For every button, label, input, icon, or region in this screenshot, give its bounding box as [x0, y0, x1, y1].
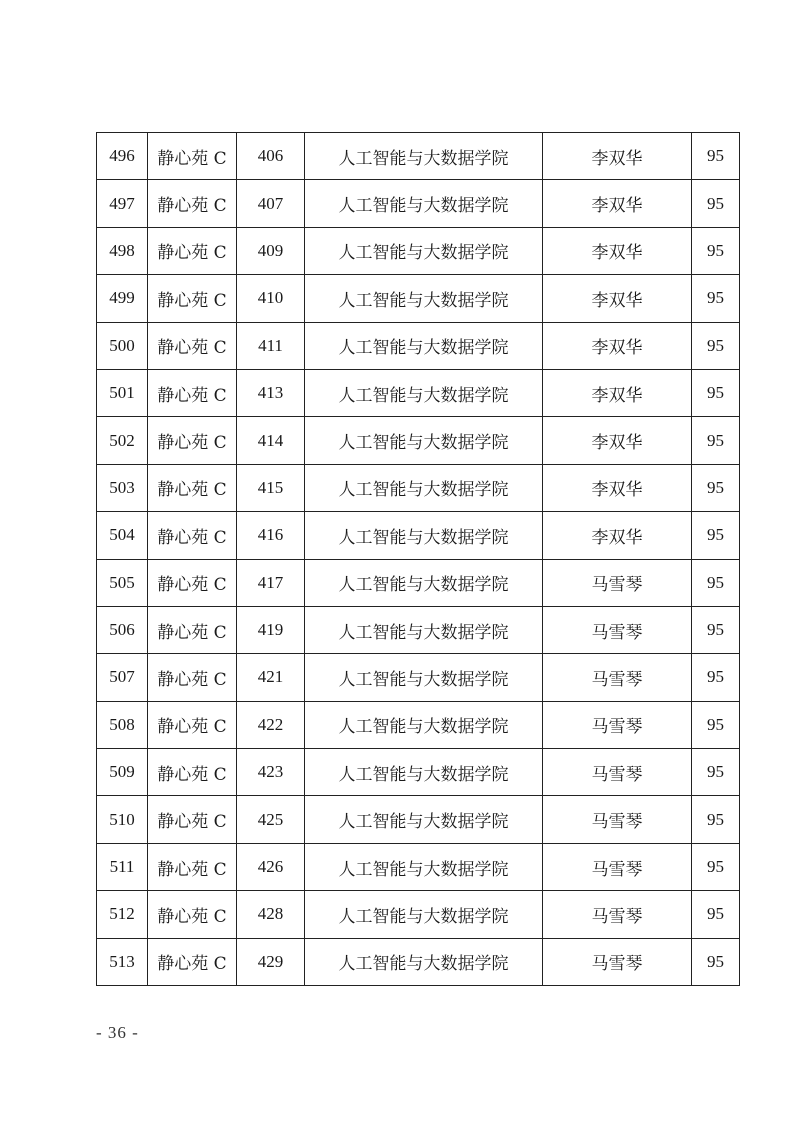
cell-room: 429 — [237, 938, 305, 985]
cell-college: 人工智能与大数据学院 — [305, 180, 543, 227]
cell-college: 人工智能与大数据学院 — [305, 938, 543, 985]
table-row — [97, 843, 740, 890]
cell-building: 静心苑 C — [148, 796, 237, 843]
table-row — [97, 369, 740, 416]
cell-building: 静心苑 C — [148, 180, 237, 227]
cell-row-number: 498 — [97, 227, 148, 274]
cell-college: 人工智能与大数据学院 — [305, 654, 543, 701]
cell-row-number: 505 — [97, 559, 148, 606]
cell-score: 95 — [692, 322, 740, 369]
cell-building: 静心苑 C — [148, 512, 237, 559]
cell-name: 李双华 — [543, 417, 692, 464]
cell-college: 人工智能与大数据学院 — [305, 369, 543, 416]
cell-name: 马雪琴 — [543, 749, 692, 796]
cell-college: 人工智能与大数据学院 — [305, 227, 543, 274]
cell-building: 静心苑 C — [148, 322, 237, 369]
cell-room: 426 — [237, 843, 305, 890]
cell-name: 马雪琴 — [543, 843, 692, 890]
cell-name: 马雪琴 — [543, 701, 692, 748]
cell-name: 李双华 — [543, 133, 692, 180]
table-row — [97, 796, 740, 843]
cell-score: 95 — [692, 369, 740, 416]
cell-building: 静心苑 C — [148, 749, 237, 796]
cell-row-number: 512 — [97, 891, 148, 938]
cell-row-number: 499 — [97, 275, 148, 322]
table-row — [97, 133, 740, 180]
cell-name: 李双华 — [543, 464, 692, 511]
table-row — [97, 512, 740, 559]
cell-room: 422 — [237, 701, 305, 748]
cell-college: 人工智能与大数据学院 — [305, 701, 543, 748]
cell-college: 人工智能与大数据学院 — [305, 464, 543, 511]
cell-college: 人工智能与大数据学院 — [305, 417, 543, 464]
table-row — [97, 654, 740, 701]
dormitory-score-table — [96, 132, 740, 986]
cell-row-number: 511 — [97, 843, 148, 890]
table-row — [97, 891, 740, 938]
cell-score: 95 — [692, 938, 740, 985]
cell-room: 428 — [237, 891, 305, 938]
cell-name: 李双华 — [543, 275, 692, 322]
cell-name: 马雪琴 — [543, 559, 692, 606]
cell-building: 静心苑 C — [148, 369, 237, 416]
table-row — [97, 417, 740, 464]
cell-row-number: 497 — [97, 180, 148, 227]
cell-row-number: 496 — [97, 133, 148, 180]
cell-room: 406 — [237, 133, 305, 180]
cell-college: 人工智能与大数据学院 — [305, 796, 543, 843]
cell-building: 静心苑 C — [148, 417, 237, 464]
cell-college: 人工智能与大数据学院 — [305, 559, 543, 606]
cell-room: 415 — [237, 464, 305, 511]
cell-room: 407 — [237, 180, 305, 227]
cell-room: 413 — [237, 369, 305, 416]
cell-building: 静心苑 C — [148, 938, 237, 985]
table-row — [97, 749, 740, 796]
cell-college: 人工智能与大数据学院 — [305, 133, 543, 180]
table-row — [97, 275, 740, 322]
cell-building: 静心苑 C — [148, 464, 237, 511]
cell-college: 人工智能与大数据学院 — [305, 322, 543, 369]
cell-name: 马雪琴 — [543, 606, 692, 653]
cell-room: 414 — [237, 417, 305, 464]
cell-score: 95 — [692, 843, 740, 890]
cell-room: 417 — [237, 559, 305, 606]
table-row — [97, 606, 740, 653]
table-row — [97, 701, 740, 748]
cell-name: 马雪琴 — [543, 938, 692, 985]
cell-room: 419 — [237, 606, 305, 653]
cell-college: 人工智能与大数据学院 — [305, 891, 543, 938]
table-row — [97, 227, 740, 274]
cell-room: 416 — [237, 512, 305, 559]
cell-building: 静心苑 C — [148, 227, 237, 274]
cell-score: 95 — [692, 796, 740, 843]
cell-college: 人工智能与大数据学院 — [305, 275, 543, 322]
cell-score: 95 — [692, 464, 740, 511]
cell-score: 95 — [692, 512, 740, 559]
table-row — [97, 938, 740, 985]
cell-row-number: 501 — [97, 369, 148, 416]
cell-room: 409 — [237, 227, 305, 274]
cell-room: 423 — [237, 749, 305, 796]
cell-row-number: 509 — [97, 749, 148, 796]
cell-building: 静心苑 C — [148, 559, 237, 606]
table-row — [97, 464, 740, 511]
cell-row-number: 503 — [97, 464, 148, 511]
cell-name: 马雪琴 — [543, 796, 692, 843]
cell-score: 95 — [692, 654, 740, 701]
cell-college: 人工智能与大数据学院 — [305, 843, 543, 890]
table-row — [97, 322, 740, 369]
cell-score: 95 — [692, 133, 740, 180]
cell-name: 马雪琴 — [543, 891, 692, 938]
cell-college: 人工智能与大数据学院 — [305, 606, 543, 653]
table-row — [97, 559, 740, 606]
cell-building: 静心苑 C — [148, 133, 237, 180]
cell-row-number: 508 — [97, 701, 148, 748]
cell-score: 95 — [692, 749, 740, 796]
cell-name: 李双华 — [543, 227, 692, 274]
cell-room: 410 — [237, 275, 305, 322]
cell-score: 95 — [692, 417, 740, 464]
cell-building: 静心苑 C — [148, 701, 237, 748]
cell-building: 静心苑 C — [148, 891, 237, 938]
cell-college: 人工智能与大数据学院 — [305, 512, 543, 559]
cell-score: 95 — [692, 275, 740, 322]
cell-score: 95 — [692, 701, 740, 748]
cell-building: 静心苑 C — [148, 606, 237, 653]
cell-room: 411 — [237, 322, 305, 369]
cell-row-number: 510 — [97, 796, 148, 843]
cell-row-number: 513 — [97, 938, 148, 985]
cell-name: 李双华 — [543, 180, 692, 227]
cell-score: 95 — [692, 180, 740, 227]
cell-score: 95 — [692, 606, 740, 653]
table-row — [97, 180, 740, 227]
page-number: - 36 - — [96, 1023, 139, 1042]
cell-row-number: 507 — [97, 654, 148, 701]
cell-score: 95 — [692, 891, 740, 938]
cell-college: 人工智能与大数据学院 — [305, 749, 543, 796]
table-body — [97, 133, 740, 986]
cell-name: 李双华 — [543, 512, 692, 559]
cell-row-number: 504 — [97, 512, 148, 559]
cell-score: 95 — [692, 227, 740, 274]
cell-building: 静心苑 C — [148, 275, 237, 322]
cell-row-number: 506 — [97, 606, 148, 653]
cell-score: 95 — [692, 559, 740, 606]
cell-name: 李双华 — [543, 322, 692, 369]
cell-name: 李双华 — [543, 369, 692, 416]
cell-room: 425 — [237, 796, 305, 843]
cell-name: 马雪琴 — [543, 654, 692, 701]
cell-row-number: 500 — [97, 322, 148, 369]
cell-building: 静心苑 C — [148, 654, 237, 701]
cell-row-number: 502 — [97, 417, 148, 464]
cell-room: 421 — [237, 654, 305, 701]
cell-building: 静心苑 C — [148, 843, 237, 890]
